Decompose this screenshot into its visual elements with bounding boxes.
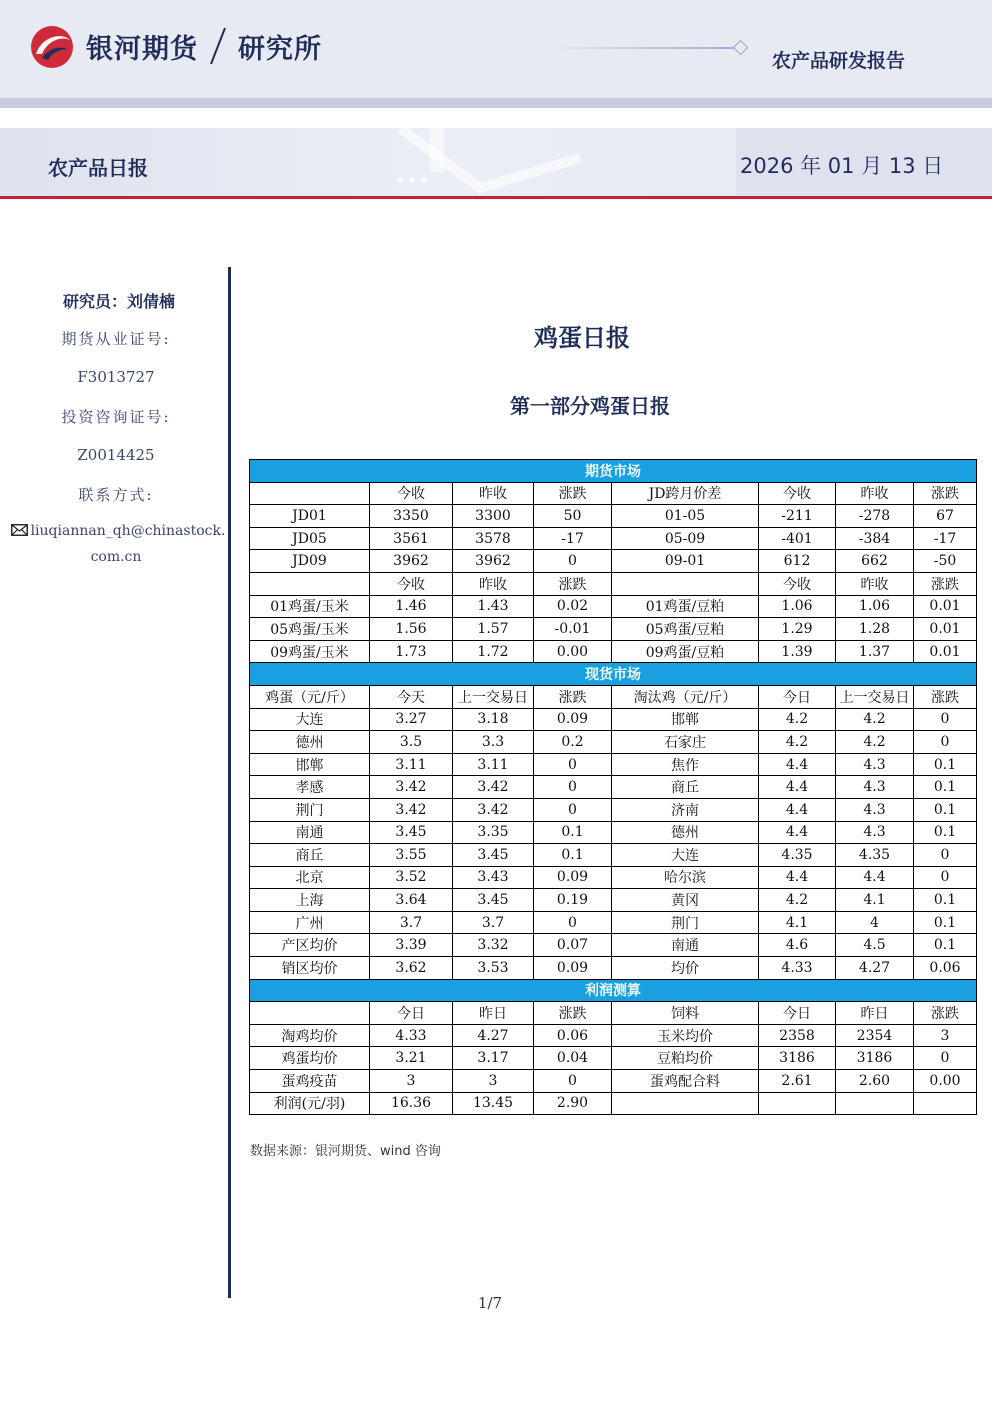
- table-cell: 4.4: [759, 821, 836, 844]
- table-cell: 0.1: [914, 889, 977, 912]
- table-cell: 0.1: [914, 798, 977, 821]
- table-cell: 4.6: [759, 934, 836, 957]
- table-cell: -401: [759, 527, 836, 550]
- table-cell: 67: [914, 505, 977, 528]
- table-row: [250, 753, 977, 776]
- table-cell: 2.60: [836, 1070, 914, 1093]
- consult-value: Z0014425: [77, 446, 155, 464]
- table-row: [250, 595, 977, 618]
- table-cell: 北京: [250, 866, 370, 889]
- table-cell: 涨跌: [914, 685, 977, 708]
- table-cell: 3186: [836, 1047, 914, 1070]
- table-row: [250, 844, 977, 867]
- table-cell: 上一交易日: [453, 685, 534, 708]
- table-cell: 4.2: [759, 731, 836, 754]
- table-cell: 4.3: [836, 821, 914, 844]
- table-row: [250, 505, 977, 528]
- table-cell: 4.2: [759, 889, 836, 912]
- table-cell: 3.32: [453, 934, 534, 957]
- section-band-label: 期货市场: [250, 460, 977, 483]
- table-cell: 济南: [612, 798, 759, 821]
- table-cell: 0.01: [914, 640, 977, 663]
- table-row: [250, 731, 977, 754]
- table-row: [250, 1002, 977, 1025]
- author: 研究员：刘倩楠: [62, 292, 175, 311]
- table-cell: 黄冈: [612, 889, 759, 912]
- table-section-band: [250, 663, 977, 686]
- table-cell: 1.06: [759, 595, 836, 618]
- table-cell: 今收: [759, 482, 836, 505]
- section-band-label: 利润测算: [250, 979, 977, 1002]
- table-cell: 涨跌: [914, 572, 977, 595]
- table-row: [250, 1047, 977, 1070]
- table-cell: 0.1: [914, 776, 977, 799]
- section-band-label: 现货市场: [250, 663, 977, 686]
- table-cell: 3.45: [453, 844, 534, 867]
- table-cell: 0.02: [534, 595, 612, 618]
- table-row: [250, 821, 977, 844]
- table-cell: 广州: [250, 911, 370, 934]
- decor-graphic: [360, 128, 620, 196]
- table-cell: 0.01: [914, 595, 977, 618]
- table-cell: 昨收: [836, 572, 914, 595]
- table-row: [250, 550, 977, 573]
- table-cell: 涨跌: [534, 482, 612, 505]
- table-cell: -17: [534, 527, 612, 550]
- table-cell: 2358: [759, 1024, 836, 1047]
- table-row: [250, 572, 977, 595]
- table-cell: 今收: [370, 572, 453, 595]
- table-cell: 今收: [759, 572, 836, 595]
- table-cell: JD跨月价差: [612, 482, 759, 505]
- table-cell: 玉米均价: [612, 1024, 759, 1047]
- table-row: [250, 685, 977, 708]
- table-cell: 4.27: [836, 957, 914, 980]
- table-cell: 德州: [612, 821, 759, 844]
- table-cell: 0.2: [534, 731, 612, 754]
- table-cell: 0.00: [914, 1070, 977, 1093]
- table-cell: 今日: [759, 685, 836, 708]
- table-cell: 01-05: [612, 505, 759, 528]
- table-row: [250, 934, 977, 957]
- table-cell: 3.7: [370, 911, 453, 934]
- table-cell: 邯郸: [612, 708, 759, 731]
- mail-icon: [11, 524, 28, 536]
- consult-label: 投资咨询证号:: [61, 408, 171, 426]
- table-cell: 0.04: [534, 1047, 612, 1070]
- brand-name: 银河期货: [86, 34, 198, 65]
- table-cell: 4.2: [836, 708, 914, 731]
- table-cell: 0.1: [914, 821, 977, 844]
- table-cell: 3561: [370, 527, 453, 550]
- table-row: [250, 527, 977, 550]
- table-cell: 商丘: [250, 844, 370, 867]
- table-cell: 上一交易日: [836, 685, 914, 708]
- table-cell: 09鸡蛋/玉米: [250, 640, 370, 663]
- table-cell: 饲料: [612, 1002, 759, 1025]
- table-cell: 鸡蛋（元/斤）: [250, 685, 370, 708]
- table-cell: 豆粕均价: [612, 1047, 759, 1070]
- table-cell: 涨跌: [534, 1002, 612, 1025]
- table-cell: 0: [534, 911, 612, 934]
- table-cell: [250, 1002, 370, 1025]
- table-cell: 0.09: [534, 957, 612, 980]
- page-number: 1/7: [477, 1294, 503, 1312]
- table-cell: 0.19: [534, 889, 612, 912]
- table-cell: 1.57: [453, 618, 534, 641]
- table-row: [250, 1024, 977, 1047]
- table-cell: 4.4: [759, 798, 836, 821]
- table-cell: 3.52: [370, 866, 453, 889]
- table-cell: 3.7: [453, 911, 534, 934]
- table-cell: [250, 482, 370, 505]
- table-cell: -384: [836, 527, 914, 550]
- table-cell: [612, 572, 759, 595]
- table-cell: 3: [453, 1070, 534, 1093]
- table-cell: 邯郸: [250, 753, 370, 776]
- table-cell: 涨跌: [534, 572, 612, 595]
- table-cell: [914, 1092, 977, 1115]
- table-cell: 4.27: [453, 1024, 534, 1047]
- table-cell: 3300: [453, 505, 534, 528]
- table-cell: 1.37: [836, 640, 914, 663]
- table-cell: 3.55: [370, 844, 453, 867]
- table-cell: 4.4: [759, 866, 836, 889]
- table-cell: 4.4: [759, 753, 836, 776]
- table-cell: 09-01: [612, 550, 759, 573]
- table-cell: 3.21: [370, 1047, 453, 1070]
- table-cell: 0: [534, 776, 612, 799]
- table-cell: 0: [914, 708, 977, 731]
- table-cell: 4.33: [759, 957, 836, 980]
- table-cell: 利润(元/羽): [250, 1092, 370, 1115]
- table-cell: 3.43: [453, 866, 534, 889]
- table-cell: 0: [914, 731, 977, 754]
- table-section-band: [250, 979, 977, 1002]
- table-cell: 0.07: [534, 934, 612, 957]
- table-cell: 德州: [250, 731, 370, 754]
- table-cell: JD09: [250, 550, 370, 573]
- table-cell: 01鸡蛋/玉米: [250, 595, 370, 618]
- table-cell: 大连: [250, 708, 370, 731]
- table-cell: 3.42: [453, 776, 534, 799]
- table-cell: 产区均价: [250, 934, 370, 957]
- table-cell: 4.4: [759, 776, 836, 799]
- table-cell: 孝感: [250, 776, 370, 799]
- table-cell: 荆门: [612, 911, 759, 934]
- table-cell: 4.35: [759, 844, 836, 867]
- table-cell: 05鸡蛋/玉米: [250, 618, 370, 641]
- table-cell: 1.28: [836, 618, 914, 641]
- table-cell: 南通: [612, 934, 759, 957]
- table-cell: 3: [370, 1070, 453, 1093]
- table-cell: 荆门: [250, 798, 370, 821]
- table-cell: 1.29: [759, 618, 836, 641]
- table-cell: 昨收: [453, 572, 534, 595]
- brand-subtitle: 研究所: [238, 34, 322, 65]
- table-cell: 4.33: [370, 1024, 453, 1047]
- table-cell: 1.46: [370, 595, 453, 618]
- table-cell: 石家庄: [612, 731, 759, 754]
- table-cell: 淘汰鸡（元/斤）: [612, 685, 759, 708]
- table-cell: 0: [914, 866, 977, 889]
- table-cell: 3.45: [370, 821, 453, 844]
- table-cell: 昨收: [453, 482, 534, 505]
- table-cell: 涨跌: [914, 1002, 977, 1025]
- table-row: [250, 482, 977, 505]
- table-cell: 蛋鸡疫苗: [250, 1070, 370, 1093]
- table-cell: 4.1: [836, 889, 914, 912]
- table-cell: -0.01: [534, 618, 612, 641]
- table-cell: 销区均价: [250, 957, 370, 980]
- table-cell: 2.90: [534, 1092, 612, 1115]
- table-cell: 50: [534, 505, 612, 528]
- table-cell: 大连: [612, 844, 759, 867]
- table-cell: 3.18: [453, 708, 534, 731]
- table-cell: 3962: [370, 550, 453, 573]
- table-cell: 0.1: [914, 911, 977, 934]
- table-cell: 3578: [453, 527, 534, 550]
- table-row: [250, 776, 977, 799]
- table-cell: 4: [836, 911, 914, 934]
- table-cell: 淘鸡均价: [250, 1024, 370, 1047]
- table-cell: 4.2: [836, 731, 914, 754]
- table-cell: 1.39: [759, 640, 836, 663]
- table-cell: 0: [914, 844, 977, 867]
- table-cell: 16.36: [370, 1092, 453, 1115]
- report-date: 2026 年 01 月 13 日: [740, 154, 944, 178]
- table-cell: 3186: [759, 1047, 836, 1070]
- table-cell: 3.27: [370, 708, 453, 731]
- document-title: 鸡蛋日报: [534, 324, 630, 352]
- table-cell: 05鸡蛋/豆粕: [612, 618, 759, 641]
- table-cell: 3.45: [453, 889, 534, 912]
- table-cell: 1.06: [836, 595, 914, 618]
- table-cell: [759, 1092, 836, 1115]
- table-cell: 鸡蛋均价: [250, 1047, 370, 1070]
- table-row: [250, 889, 977, 912]
- table-cell: 0.1: [914, 934, 977, 957]
- table-cell: 商丘: [612, 776, 759, 799]
- table-cell: 0.09: [534, 866, 612, 889]
- table-cell: [612, 1092, 759, 1115]
- table-cell: 0.00: [534, 640, 612, 663]
- galaxy-logo-icon: [28, 24, 76, 70]
- table-cell: 南通: [250, 821, 370, 844]
- table-cell: 均价: [612, 957, 759, 980]
- table-cell: 4.35: [836, 844, 914, 867]
- table-cell: 0.1: [534, 844, 612, 867]
- table-cell: 0: [914, 1047, 977, 1070]
- table-cell: 3.17: [453, 1047, 534, 1070]
- contact-label: 联系方式:: [78, 486, 154, 504]
- license-value: F3013727: [77, 368, 155, 386]
- table-section-band: [250, 460, 977, 483]
- table-cell: 3.3: [453, 731, 534, 754]
- table-cell: 涨跌: [534, 685, 612, 708]
- table-cell: 昨收: [836, 482, 914, 505]
- header-rule: [0, 98, 992, 108]
- egg-data-table: [249, 459, 977, 1115]
- table-cell: 09鸡蛋/豆粕: [612, 640, 759, 663]
- header-decor-line: [540, 47, 736, 49]
- table-cell: 2354: [836, 1024, 914, 1047]
- table-cell: 1.56: [370, 618, 453, 641]
- report-title: 农产品日报: [48, 156, 148, 180]
- table-row: [250, 708, 977, 731]
- table-row: [250, 911, 977, 934]
- table-cell: 1.43: [453, 595, 534, 618]
- table-cell: [836, 1092, 914, 1115]
- table-cell: 3.39: [370, 934, 453, 957]
- table-cell: -278: [836, 505, 914, 528]
- table-cell: 蛋鸡配合料: [612, 1070, 759, 1093]
- table-cell: 3.64: [370, 889, 453, 912]
- table-cell: 3.53: [453, 957, 534, 980]
- table-cell: 0.1: [914, 753, 977, 776]
- table-row: [250, 1092, 977, 1115]
- license-label: 期货从业证号:: [61, 330, 171, 348]
- table-cell: 今收: [370, 482, 453, 505]
- table-cell: 0: [534, 550, 612, 573]
- table-row: [250, 957, 977, 980]
- table-cell: -17: [914, 527, 977, 550]
- table-cell: 612: [759, 550, 836, 573]
- title-rule: [0, 196, 992, 199]
- table-cell: 0.09: [534, 708, 612, 731]
- table-cell: 1.72: [453, 640, 534, 663]
- table-cell: 4.4: [836, 866, 914, 889]
- email-line-2[interactable]: com.cn: [90, 549, 142, 565]
- table-cell: 0: [534, 798, 612, 821]
- table-row: [250, 866, 977, 889]
- section-title: 第一部分鸡蛋日报: [510, 394, 670, 418]
- table-cell: [250, 572, 370, 595]
- table-cell: 4.1: [759, 911, 836, 934]
- table-cell: 662: [836, 550, 914, 573]
- table-cell: 0.06: [534, 1024, 612, 1047]
- table-cell: 4.2: [759, 708, 836, 731]
- data-source: 数据来源：银河期货、wind 咨询: [250, 1144, 441, 1159]
- table-cell: 3.35: [453, 821, 534, 844]
- table-cell: 昨日: [836, 1002, 914, 1025]
- table-cell: 昨日: [453, 1002, 534, 1025]
- table-cell: 2.61: [759, 1070, 836, 1093]
- table-cell: 4.3: [836, 776, 914, 799]
- email-text[interactable]: liuqiannan_qh@chinastock.: [30, 523, 226, 539]
- table-cell: 3350: [370, 505, 453, 528]
- table-cell: JD01: [250, 505, 370, 528]
- table-cell: 3.42: [453, 798, 534, 821]
- table-cell: 4.5: [836, 934, 914, 957]
- table-cell: 4.3: [836, 753, 914, 776]
- table-row: [250, 798, 977, 821]
- brand-divider: [208, 26, 228, 66]
- table-cell: 涨跌: [914, 482, 977, 505]
- table-cell: 05-09: [612, 527, 759, 550]
- table-cell: 13.45: [453, 1092, 534, 1115]
- email-line[interactable]: [2, 523, 234, 539]
- table-cell: 3.42: [370, 798, 453, 821]
- table-row: [250, 1070, 977, 1093]
- table-cell: 0: [534, 1070, 612, 1093]
- table-row: [250, 618, 977, 641]
- table-cell: JD05: [250, 527, 370, 550]
- table-cell: 今天: [370, 685, 453, 708]
- table-cell: 4.3: [836, 798, 914, 821]
- table-cell: -50: [914, 550, 977, 573]
- table-cell: 上海: [250, 889, 370, 912]
- table-cell: 0.06: [914, 957, 977, 980]
- table-cell: 焦作: [612, 753, 759, 776]
- table-cell: 0.1: [534, 821, 612, 844]
- table-cell: 1.73: [370, 640, 453, 663]
- table-cell: 哈尔滨: [612, 866, 759, 889]
- table-cell: 今日: [370, 1002, 453, 1025]
- table-cell: 3.5: [370, 731, 453, 754]
- table-cell: 3.62: [370, 957, 453, 980]
- table-cell: -211: [759, 505, 836, 528]
- table-row: [250, 640, 977, 663]
- table-cell: 3: [914, 1024, 977, 1047]
- table-cell: 3.42: [370, 776, 453, 799]
- table-cell: 0.01: [914, 618, 977, 641]
- table-cell: 3962: [453, 550, 534, 573]
- table-cell: 3.11: [370, 753, 453, 776]
- table-cell: 01鸡蛋/豆粕: [612, 595, 759, 618]
- table-cell: 今日: [759, 1002, 836, 1025]
- table-cell: 3.11: [453, 753, 534, 776]
- report-type: 农产品研发报告: [772, 50, 906, 72]
- table-cell: 0: [534, 753, 612, 776]
